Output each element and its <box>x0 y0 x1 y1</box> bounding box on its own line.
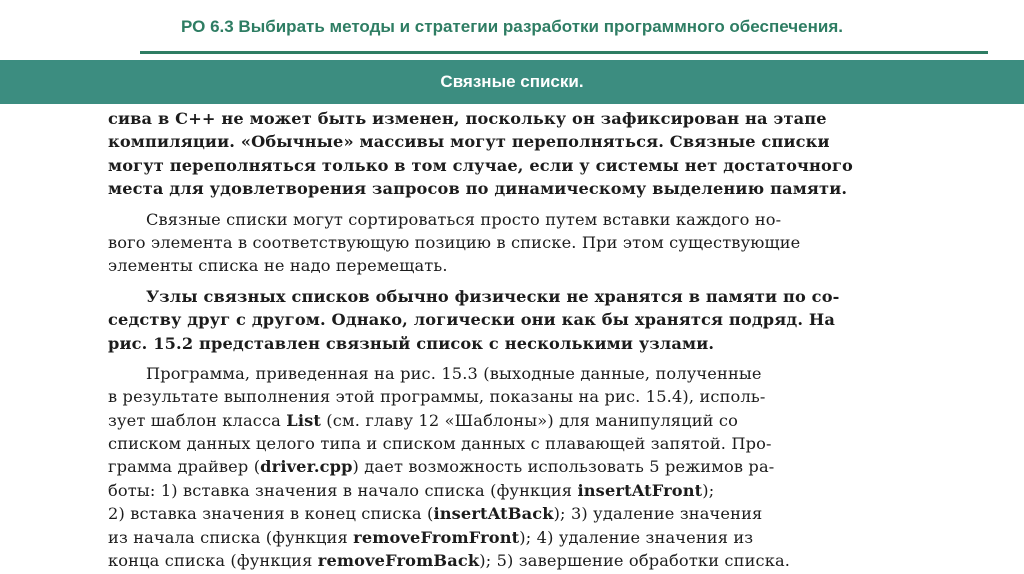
code-term: insertAtBack <box>433 504 554 524</box>
text-line: в результате выполнения этой программы, показаны на рис. 15.4), исполь- <box>108 387 766 407</box>
text-run: боты: 1) вставка значения в начало списка (функция <box>108 480 578 500</box>
text-line: компиляции. «Обычные» массивы могут переполняться. Связные списки <box>108 132 830 152</box>
text-line: седству друг с другом. Однако, логически они как бы хранятся подряд. На <box>108 310 835 330</box>
section-banner <box>0 60 1024 104</box>
text-line <box>108 409 918 432</box>
text-line: сива в C++ не может быть изменен, поскольку он зафиксирован на этапе <box>108 109 827 128</box>
text-line: Программа, приведенная на рис. 15.3 (выходные данные, полученные <box>146 363 762 383</box>
text-run: 2) вставка значения в конец списка ( <box>108 504 434 524</box>
text-line: Узлы связных списков обычно физически не хранятся в памяти по со- <box>146 286 840 306</box>
text-run: ) дает возможность использовать 5 режимов ра- <box>352 457 775 477</box>
paragraph-1 <box>108 107 918 201</box>
title-underline <box>140 51 988 54</box>
text-run: ); <box>702 480 715 500</box>
code-term: removeFromFront <box>353 527 520 547</box>
text-line: места для удовлетворения запросов по динамическому выделению памяти. <box>108 179 848 199</box>
text-line <box>108 455 918 478</box>
paragraph-3 <box>108 285 918 355</box>
text-line: могут переполняться только в том случае, если у системы нет достаточного <box>108 155 853 175</box>
code-term: insertAtFront <box>577 480 703 500</box>
text-line <box>108 502 918 525</box>
text-run: грамма драйвер ( <box>108 457 261 477</box>
text-run: ); 5) завершение обработки списка. <box>479 551 791 571</box>
paragraph-2 <box>108 208 918 278</box>
text-run: (см. главу 12 «Шаблоны») для манипуляций со <box>321 410 738 430</box>
scanned-page-text <box>108 107 918 569</box>
section-title: Связные списки. <box>440 72 584 91</box>
text-run: из начала списка (функция <box>108 527 354 547</box>
text-run: зует шаблон класса <box>108 410 287 430</box>
text-line <box>108 549 918 572</box>
text-line <box>108 526 918 549</box>
text-line: элементы списка не надо перемещать. <box>108 256 448 276</box>
text-run: ); 4) удаление значения из <box>519 527 754 547</box>
slide-title: РО 6.3 Выбирать методы и стратегии разработки программного обеспечения. <box>181 17 843 36</box>
text-line: списком данных целого типа и списком данных с плавающей запятой. Про- <box>108 434 772 454</box>
text-line <box>108 479 918 502</box>
text-run: конца списка (функция <box>108 551 318 571</box>
text-run: ); 3) удаление значения <box>553 504 763 524</box>
text-line: вого элемента в соответствующую позицию в списке. При этом существующие <box>108 232 801 252</box>
code-term: List <box>286 410 322 430</box>
text-line: Связные списки могут сортироваться просто путем вставки каждого но- <box>146 209 782 229</box>
code-term: removeFromBack <box>317 551 480 571</box>
text-line: рис. 15.2 представлен связный список с несколькими узлами. <box>108 333 715 353</box>
paragraph-4 <box>108 362 918 573</box>
code-term: driver.cpp <box>260 457 353 477</box>
